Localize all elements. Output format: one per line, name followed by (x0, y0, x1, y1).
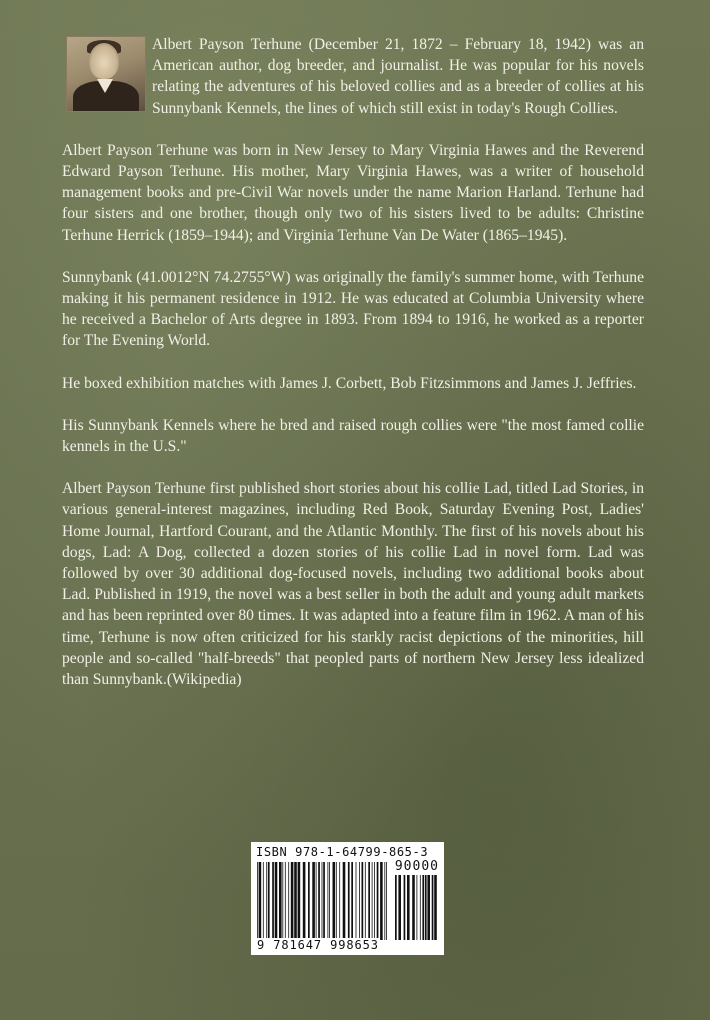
paragraph-2: Albert Payson Terhune was born in New Jersey to Mary Virginia Hawes and the Reverend Edward Payson Terhune. His mother, Mary Virginia Hawes, was a writer of household management books and pre-Civil War novels under the name Marion Harland. Terhune had four sisters and one brother, though only two of his sisters lived to be adults: Christine Terhune Herrick (1859–1944); and Virginia Terhune Van De Water (1865–1945). (62, 141, 644, 244)
paragraph-6: Albert Payson Terhune first published short stories about his collie Lad, titled Lad Stories, in various general-interest magazines, including Red Book, Saturday Evening Post, Ladies' Home Journal, Hartford Courant, and the Atlantic Monthly. The first of his novels about his dogs, Lad: A Dog, collected a dozen stories of his collie Lad in novel form. Lad was followed by over 30 additional dog-focused novels, including two additional books about Lad. Published in 1919, the novel was a best seller in both the adult and young adult markets and has been reprinted over 80 times. It was adapted into a feature film in 1962. A man of his time, Terhune is now often criticized for his starkly racist depictions of the minorities, hill people and so-called "half-breeds" that peopled parts of northern New Jersey less idealized than Sunnybank.(Wikipedia) (62, 480, 644, 689)
barcode-digits: 9 781647 998653 (257, 938, 379, 952)
paragraph-3: Sunnybank (41.0012°N 74.2755°W) was originally the family's summer home, with Terhune making it his permanent residence in 1912. He was educated at Columbia University where he received a Bachelor of Arts degree in 1893. From 1894 to 1916, he worked as a reporter for The Evening World. (62, 268, 644, 350)
price-code: 90000 (394, 859, 439, 874)
addon-barcode-bars (395, 875, 437, 940)
back-cover-text (62, 34, 644, 711)
paragraph-5: His Sunnybank Kennels where he bred and raised rough collies were "the most famed collie kennels in the U.S." (62, 416, 644, 456)
author-portrait (66, 36, 146, 112)
barcode-bars (257, 862, 389, 940)
paragraph-intro (62, 34, 644, 119)
isbn-barcode (251, 842, 444, 955)
paragraph-1-text: Albert Payson Terhune (December 21, 1872 – February 18, 1942) was an American author, dog breeder, and journalist. He was popular for his novels relating the adventures of his beloved collies and as a breeder of collies at his Sunnybank Kennels, the lines of which still exist in today's Rough Collies. (152, 36, 644, 117)
paragraph-4: He boxed exhibition matches with James J. Corbett, Bob Fitzsimmons and James J. Jeffries. (62, 374, 637, 392)
isbn-label: ISBN 978-1-64799-865-3 (256, 845, 429, 859)
